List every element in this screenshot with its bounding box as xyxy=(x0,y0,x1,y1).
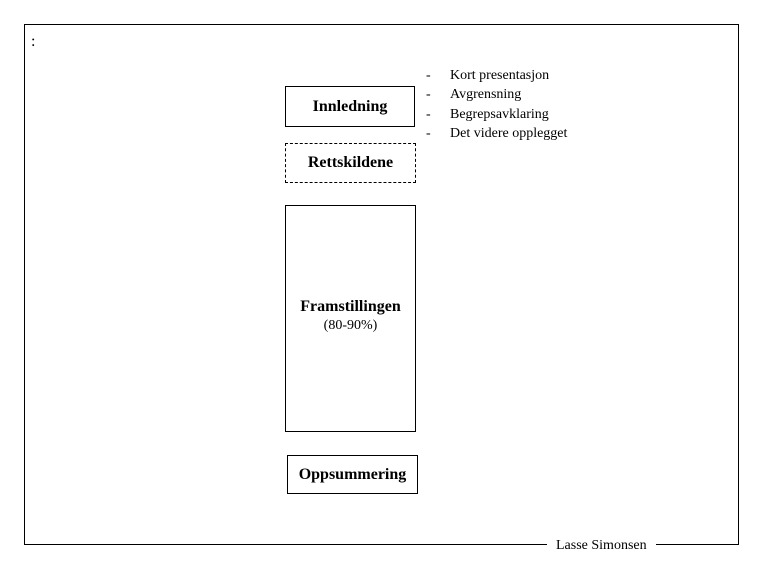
bullet-text: Det videre opplegget xyxy=(450,125,568,141)
bullet-dash: - xyxy=(426,125,431,141)
bullet-dash: - xyxy=(426,87,431,103)
innledning-box xyxy=(285,86,415,127)
oppsummering-label: Oppsummering xyxy=(298,465,407,483)
rettskildene-box xyxy=(285,143,416,183)
corner-mark: : xyxy=(31,33,36,50)
framstillingen-label: Framstillingen xyxy=(300,297,401,315)
innledning-bullet-list xyxy=(426,66,567,143)
bullet-dash: - xyxy=(426,106,431,122)
bullet-item xyxy=(426,66,567,85)
bullet-item xyxy=(426,105,567,124)
bullet-dash: - xyxy=(426,68,431,83)
bullet-item xyxy=(426,85,567,104)
bullet-text: Kort presentasjon xyxy=(450,68,550,83)
oppsummering-box xyxy=(287,455,418,494)
bullet-item xyxy=(426,124,567,143)
framstillingen-box xyxy=(285,205,416,432)
bullet-text: Begrepsavklaring xyxy=(450,106,549,122)
framstillingen-share: (80-90%) xyxy=(323,317,378,333)
author-name: Lasse Simonsen xyxy=(547,537,656,555)
rettskildene-label: Rettskildene xyxy=(307,154,394,171)
innledning-label: Innledning xyxy=(312,97,388,115)
bullet-text: Avgrensning xyxy=(450,87,522,103)
